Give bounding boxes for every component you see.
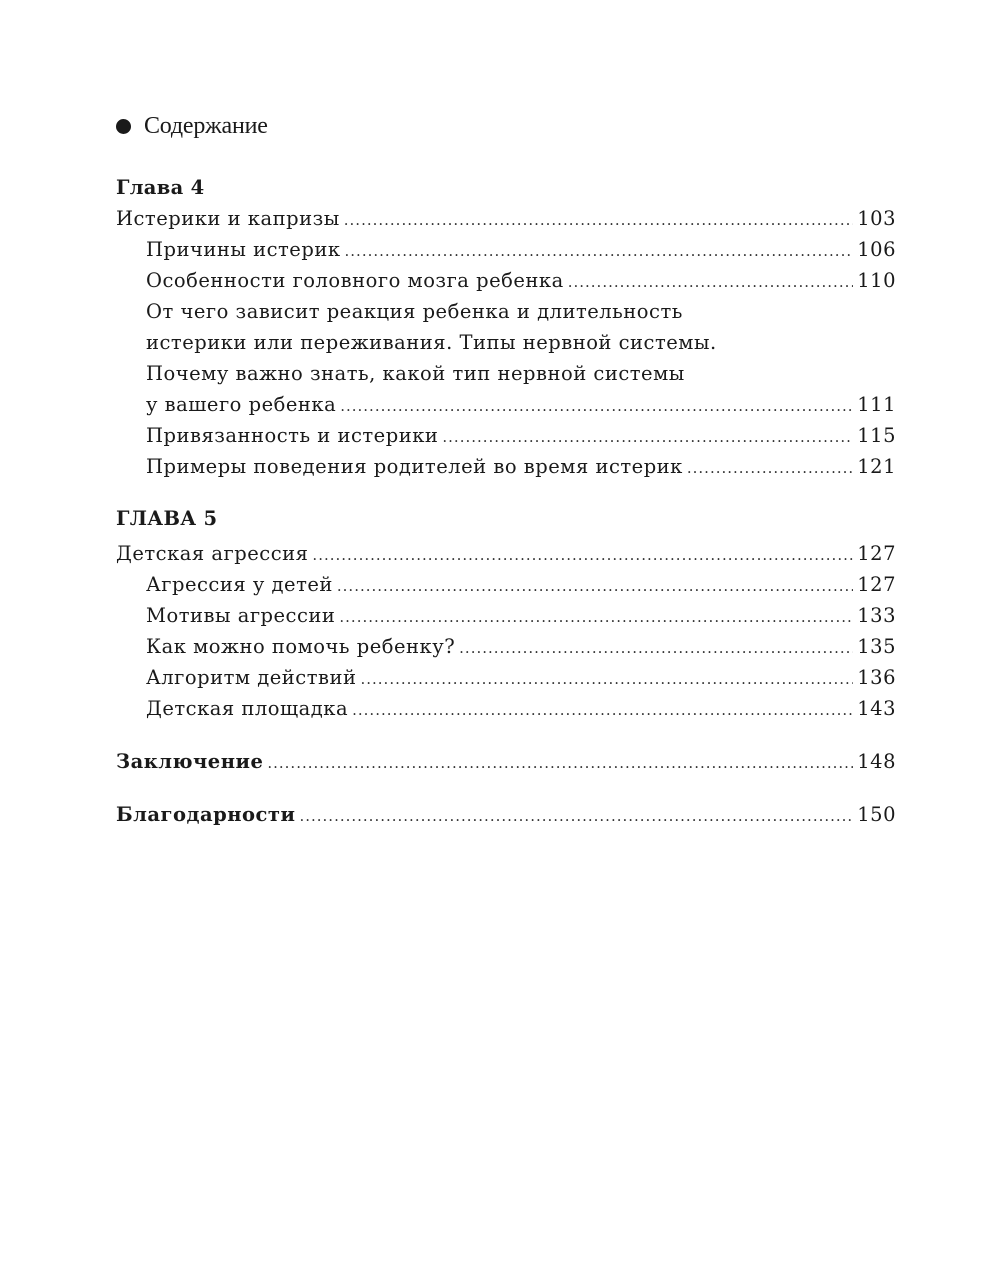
leader-dots [459,633,853,664]
bullet-icon [116,119,131,134]
toc-entry[interactable] [116,420,896,451]
toc-entry[interactable] [116,389,896,420]
toc-entry-page: 127 [857,573,896,596]
toc-entry-page: 150 [857,803,896,826]
toc-entry-title: Детская агрессия [116,542,309,565]
toc-entry-conclusion[interactable] [116,746,896,777]
leader-dots [312,540,853,571]
leader-dots [267,748,853,779]
toc-entry-page: 106 [857,238,896,261]
toc-entry-page: 148 [857,750,896,773]
toc-entry-title: Привязанность и истерики [146,424,439,447]
leader-dots [299,801,853,832]
leader-dots [339,602,853,633]
chapter-5-heading: ГЛАВА 5 [116,507,218,530]
toc-entry-page: 133 [857,604,896,627]
leader-dots [360,664,853,695]
toc-entry-page: 121 [857,455,896,478]
leader-dots [352,695,853,726]
toc-entry-thanks[interactable] [116,799,896,830]
toc-entry-title: Детская площадка [146,697,349,720]
toc-entry[interactable] [116,265,896,296]
leader-dots [568,267,854,298]
leader-dots [344,205,854,236]
toc-entry[interactable] [116,569,896,600]
toc-entry-line[interactable]: От чего зависит реакция ребенка и длительность [146,300,683,323]
toc-entry[interactable] [116,662,896,693]
leader-dots [345,236,854,267]
leader-dots [687,453,853,484]
table-of-contents [116,173,896,830]
toc-entry-page: 111 [857,393,896,416]
toc-entry[interactable] [116,600,896,631]
toc-header [116,113,268,140]
toc-entry-page: 110 [857,269,896,292]
leader-dots [337,571,853,602]
toc-entry-title: Благодарности [116,803,296,826]
toc-entry-page: 136 [857,666,896,689]
toc-entry[interactable] [116,693,896,724]
toc-entry[interactable] [116,451,896,482]
toc-entry[interactable] [116,203,896,234]
toc-entry-title: Алгоритм действий [146,666,357,689]
toc-entry-title: Причины истерик [146,238,341,261]
chapter-4-heading: Глава 4 [116,176,205,199]
toc-entry[interactable] [116,234,896,265]
toc-entry-title: Особенности головного мозга ребенка [146,269,564,292]
toc-entry-line[interactable]: истерики или переживания. Типы нервной системы. [146,331,717,354]
toc-entry-line[interactable]: Почему важно знать, какой тип нервной системы [146,362,685,385]
toc-entry-page: 127 [857,542,896,565]
toc-entry-title: Мотивы агрессии [146,604,336,627]
toc-entry-title: Примеры поведения родителей во время истерик [146,455,683,478]
toc-entry-page: 143 [857,697,896,720]
toc-entry[interactable] [116,538,896,569]
leader-dots [340,391,853,422]
toc-entry-page: 135 [857,635,896,658]
toc-entry-title: Заключение [116,750,264,773]
toc-entry-page: 115 [857,424,896,447]
page-title: Содержание [144,113,268,139]
toc-entry-page: 103 [857,207,896,230]
leader-dots [442,422,853,453]
toc-entry-title: Как можно помочь ребенку? [146,635,456,658]
toc-entry-title: Агрессия у детей [146,573,333,596]
toc-entry-title: Истерики и капризы [116,207,340,230]
toc-entry-title: у вашего ребенка [146,393,337,416]
toc-entry[interactable] [116,631,896,662]
